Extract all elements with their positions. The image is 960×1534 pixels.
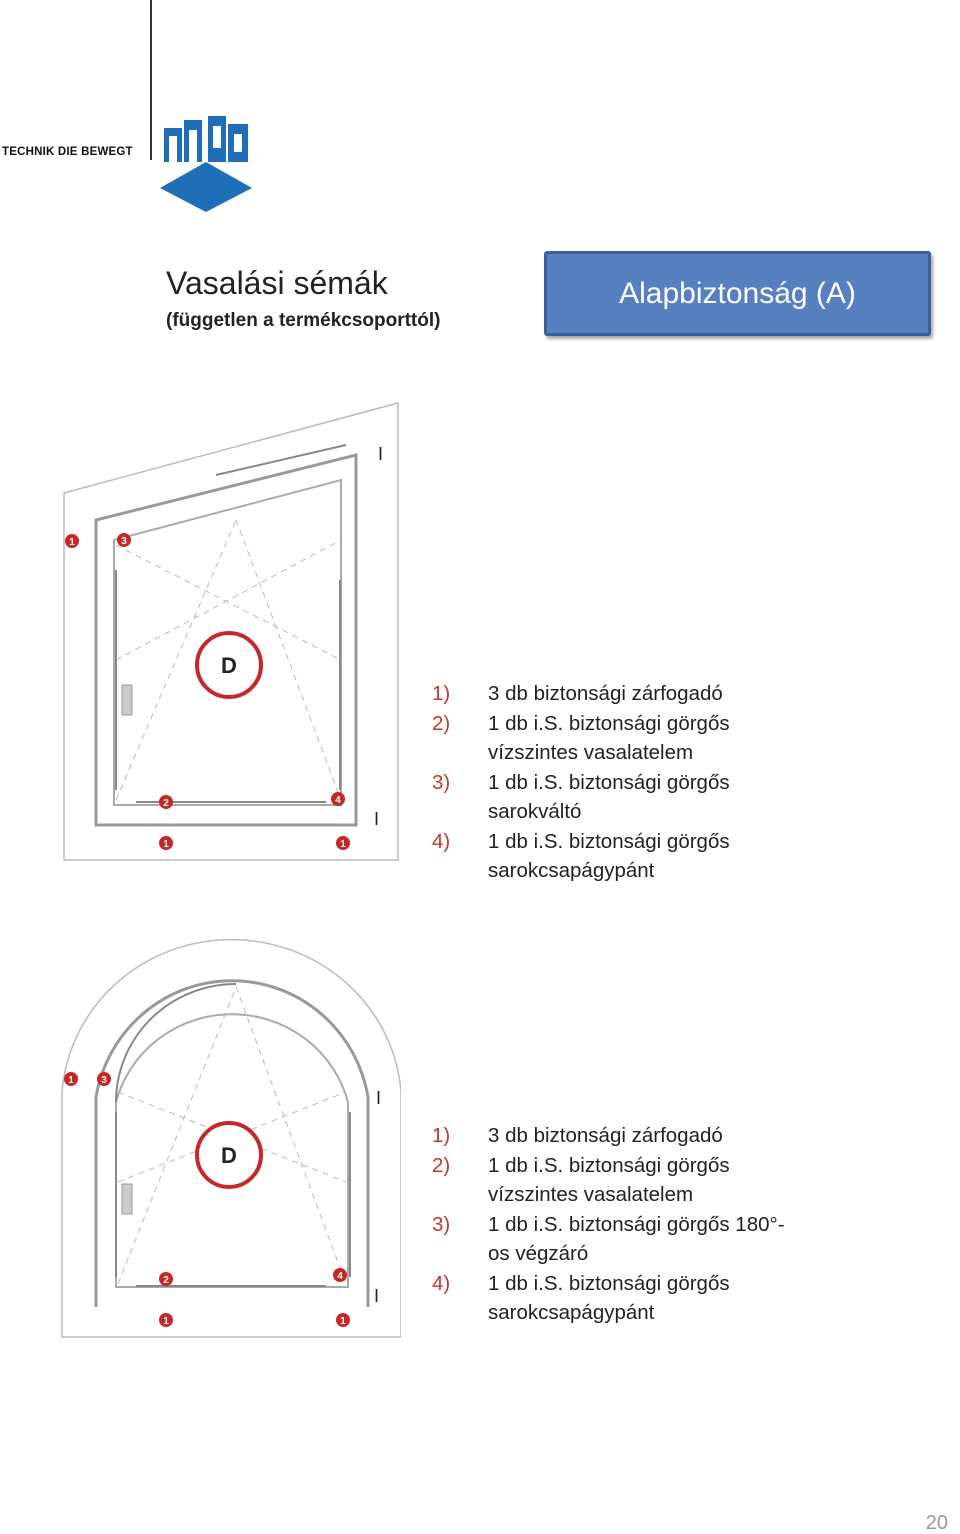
marker-2: 2: [163, 798, 169, 809]
side-mark-top: I: [378, 444, 384, 464]
brand-tagline: TECHNIK DIE BEWEGT: [2, 146, 133, 158]
header-divider: [150, 0, 152, 160]
marker-3: 3: [121, 536, 127, 547]
page-title: Vasalási sémák: [166, 265, 388, 301]
list-item: 1) 3 db biztonsági zárfogadó: [432, 1124, 723, 1147]
marker-4: 4: [335, 795, 341, 806]
marker-3: 3: [101, 1075, 107, 1086]
page-number: 20: [925, 1512, 948, 1534]
marker-1: 1: [163, 1316, 169, 1327]
category-badge: [544, 251, 931, 336]
marker-1: 1: [340, 1316, 346, 1327]
center-label: D: [221, 653, 237, 678]
window-fitting-diagram-rectangular: [56, 400, 401, 865]
side-mark-bottom: I: [374, 809, 380, 829]
window-fitting-diagram-arched: [56, 922, 401, 1342]
maco-logo: [160, 106, 252, 212]
category-badge-label: Alapbiztonság (A): [619, 276, 856, 310]
list-item: 3) 1 db i.S. biztonsági görgős sarokváltó: [432, 770, 730, 823]
parts-list-1: [432, 679, 788, 886]
marker-4: 4: [337, 1271, 343, 1282]
parts-list-2: [432, 1121, 788, 1328]
page-subtitle: (független a termékcsoporttól): [166, 310, 441, 331]
marker-1: 1: [163, 839, 169, 850]
list-item: 1) 3 db biztonsági zárfogadó: [432, 682, 723, 705]
list-item: 4) 1 db i.S. biztonsági görgős sarokcsapágypánt: [432, 1271, 730, 1324]
list-item: 4) 1 db i.S. biztonsági görgős sarokcsapágypánt: [432, 829, 730, 882]
list-item: 3) 1 db i.S. biztonsági görgős 180°-os végzáró: [432, 1212, 785, 1265]
side-mark-top: I: [376, 1088, 382, 1108]
marker-1: 1: [340, 839, 346, 850]
marker-1: 1: [68, 1075, 74, 1086]
side-mark-bottom: I: [374, 1286, 380, 1306]
list-item: 2) 1 db i.S. biztonsági görgős vízszintes vasalatelem: [432, 711, 730, 764]
list-item: 2) 1 db i.S. biztonsági görgős vízszintes vasalatelem: [432, 1153, 730, 1206]
marker-2: 2: [163, 1275, 169, 1286]
marker-1: 1: [69, 537, 75, 548]
center-label: D: [221, 1143, 237, 1168]
